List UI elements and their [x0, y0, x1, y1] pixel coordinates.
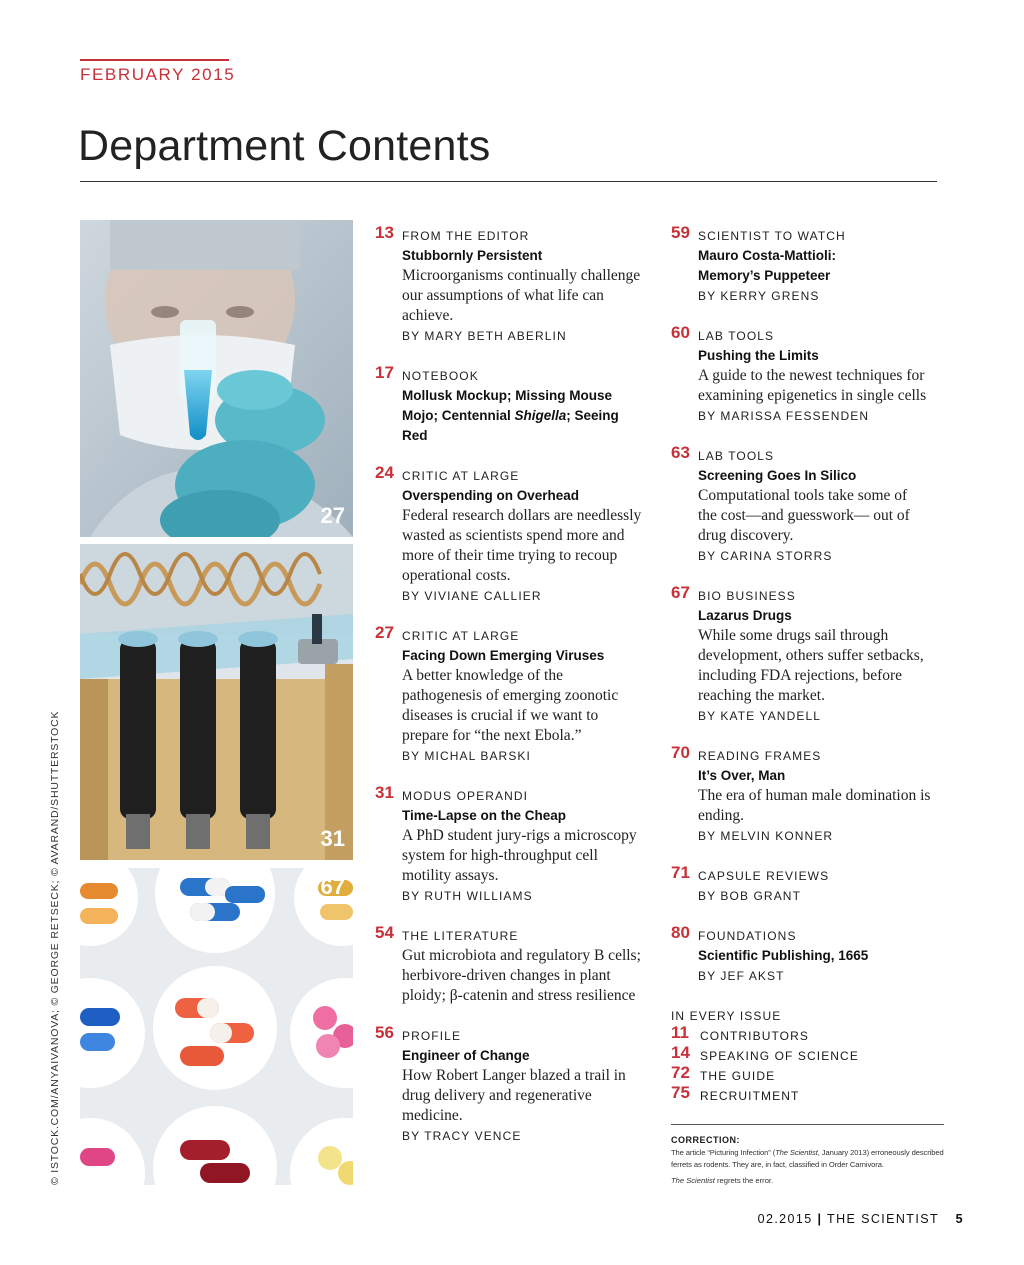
folio-separator: |: [817, 1212, 823, 1226]
toc-page-number: 75: [671, 1083, 690, 1102]
toc-entry[interactable]: [375, 923, 645, 1006]
toc-page-number: 71: [671, 863, 690, 882]
toc-department: CRITIC AT LARGE: [402, 629, 520, 643]
toc-page-number: 27: [375, 623, 394, 642]
toc-byline: BY MICHAL BARSKI: [402, 749, 531, 763]
toc-department: MODUS OPERANDI: [402, 789, 529, 803]
correction-label: CORRECTION:: [671, 1135, 740, 1145]
every-issue-label: RECRUITMENT: [700, 1089, 800, 1103]
correction-notice: [671, 1134, 946, 1187]
every-issue-item[interactable]: [671, 1043, 946, 1066]
toc-page-number: 11: [671, 1023, 689, 1042]
toc-blurb: While some drugs sail through development, others suffer setbacks, including FDA rejections, before reaching the market.: [698, 627, 924, 704]
toc-entry[interactable]: [375, 463, 645, 606]
toc-page-number: 70: [671, 743, 690, 762]
every-issue-label: THE GUIDE: [700, 1069, 776, 1083]
toc-department: CAPSULE REVIEWS: [698, 869, 830, 883]
toc-entry[interactable]: [671, 223, 946, 306]
toc-blurb: Gut microbiota and regulatory B cells; herbivore-driven changes in plant ploidy; β-catenin and stress resilience: [402, 947, 641, 1004]
toc-headline[interactable]: Mauro Costa-Mattioli: Memory’s Puppeteer: [698, 248, 836, 283]
toc-byline: BY RUTH WILLIAMS: [402, 889, 533, 903]
image-microscope-illustration[interactable]: [80, 544, 353, 860]
toc-byline: BY VIVIANE CALLIER: [402, 589, 542, 603]
toc-headline[interactable]: Scientific Publishing, 1665: [698, 948, 869, 963]
toc-entry[interactable]: [375, 363, 645, 446]
every-issue-label: CONTRIBUTORS: [700, 1029, 809, 1043]
folio-page-number: 5: [955, 1212, 964, 1226]
toc-entry[interactable]: [671, 583, 946, 726]
image-page-number: 27: [320, 503, 345, 528]
in-every-issue-heading: IN EVERY ISSUE: [671, 1009, 782, 1023]
photo-credit: © ISTOCK.COM/ANYAIVANOVA; © GEORGE RETSECK; © AVARAND/SHUTTERSTOCK: [49, 710, 61, 1185]
toc-page-number: 80: [671, 923, 690, 942]
toc-headline[interactable]: Engineer of Change: [402, 1048, 530, 1063]
toc-department: PROFILE: [402, 1029, 462, 1043]
toc-entry[interactable]: [671, 863, 946, 906]
contents-column-right: [671, 223, 946, 1106]
toc-blurb: Microorganisms continually challenge our assumptions of what life can achieve.: [402, 267, 641, 324]
toc-headline[interactable]: Lazarus Drugs: [698, 608, 792, 623]
toc-entry[interactable]: [375, 1023, 645, 1146]
toc-department: SCIENTIST TO WATCH: [698, 229, 846, 243]
toc-blurb: Computational tools take some of the cost—and guesswork— out of drug discovery.: [698, 487, 910, 544]
image-page-number: 31: [320, 826, 345, 851]
toc-headline[interactable]: Overspending on Overhead: [402, 488, 580, 503]
toc-entry[interactable]: [375, 623, 645, 766]
page-title: Department Contents: [78, 122, 491, 170]
toc-page-number: 31: [375, 783, 394, 802]
toc-entry[interactable]: [671, 443, 946, 566]
correction-text: The article “Picturing Infection” (The Scientist, January 2013) erroneously described ferrets as rodents. They are, in fact, classified in Order Carnivora.: [671, 1148, 944, 1169]
toc-page-number: 54: [375, 923, 394, 942]
toc-page-number: 67: [671, 583, 690, 602]
toc-byline: BY BOB GRANT: [698, 889, 802, 903]
toc-entry[interactable]: [671, 743, 946, 846]
toc-department: READING FRAMES: [698, 749, 822, 763]
toc-byline: BY MARISSA FESSENDEN: [698, 409, 870, 423]
toc-entry[interactable]: [375, 783, 645, 906]
every-issue-label: SPEAKING OF SCIENCE: [700, 1049, 859, 1063]
page-folio: [758, 1212, 964, 1226]
toc-department: NOTEBOOK: [402, 369, 479, 383]
correction-regret: The Scientist regrets the error.: [671, 1176, 774, 1185]
toc-page-number: 60: [671, 323, 690, 342]
toc-blurb: A guide to the newest techniques for examining epigenetics in single cells: [698, 367, 927, 404]
toc-blurb: How Robert Langer blazed a trail in drug delivery and regenerative medicine.: [402, 1067, 626, 1124]
image-pills[interactable]: [80, 868, 353, 1185]
toc-blurb: The era of human male domination is ending.: [698, 787, 931, 824]
toc-page-number: 13: [375, 223, 394, 242]
toc-headline[interactable]: It’s Over, Man: [698, 768, 786, 783]
image-researcher-vial[interactable]: [80, 220, 353, 537]
toc-entry[interactable]: [375, 223, 645, 346]
toc-blurb: A PhD student jury-rigs a microscopy system for high-throughput cell motility assays.: [402, 827, 637, 884]
folio-magazine: THE SCIENTIST: [827, 1212, 939, 1226]
every-issue-item[interactable]: [671, 1063, 946, 1086]
toc-department: BIO BUSINESS: [698, 589, 796, 603]
in-every-issue: [671, 1006, 946, 1106]
title-rule: [80, 181, 937, 182]
toc-byline: BY CARINA STORRS: [698, 549, 833, 563]
toc-headline[interactable]: Screening Goes In Silico: [698, 468, 857, 483]
toc-department: THE LITERATURE: [402, 929, 519, 943]
toc-headline[interactable]: Stubbornly Persistent: [402, 248, 543, 263]
image-page-number: 67: [320, 874, 345, 899]
toc-department: LAB TOOLS: [698, 449, 775, 463]
every-issue-item[interactable]: [671, 1083, 946, 1106]
every-issue-item[interactable]: [671, 1023, 946, 1046]
toc-byline: BY MELVIN KONNER: [698, 829, 834, 843]
toc-headline[interactable]: Time-Lapse on the Cheap: [402, 808, 567, 823]
toc-department: FROM THE EDITOR: [402, 229, 530, 243]
issue-date: FEBRUARY 2015: [80, 65, 236, 84]
toc-page-number: 63: [671, 443, 690, 462]
toc-entry[interactable]: [671, 923, 946, 986]
toc-byline: BY MARY BETH ABERLIN: [402, 329, 567, 343]
toc-page-number: 24: [375, 463, 394, 482]
toc-entry[interactable]: [671, 323, 946, 426]
toc-headline[interactable]: Pushing the Limits: [698, 348, 819, 363]
toc-page-number: 14: [671, 1043, 690, 1062]
contents-column-left: [375, 223, 645, 1166]
folio-issue: 02.2015: [757, 1212, 813, 1226]
toc-department: LAB TOOLS: [698, 329, 775, 343]
toc-byline: BY KERRY GRENS: [698, 289, 820, 303]
correction-rule: [671, 1124, 944, 1125]
toc-byline: BY JEF AKST: [698, 969, 785, 983]
issue-rule: [80, 59, 229, 61]
toc-page-number: 59: [671, 223, 690, 242]
toc-department: CRITIC AT LARGE: [402, 469, 520, 483]
toc-byline: BY KATE YANDELL: [698, 709, 821, 723]
toc-blurb: A better knowledge of the pathogenesis of emerging zoonotic diseases is crucial if we want to prepare for “the next Ebola.”: [402, 667, 619, 744]
toc-byline: BY TRACY VENCE: [402, 1129, 522, 1143]
toc-headline[interactable]: Mollusk Mockup; Missing Mouse Mojo; Centennial Shigella; Seeing Red: [402, 388, 619, 443]
toc-page-number: 17: [375, 363, 394, 382]
toc-department: FOUNDATIONS: [698, 929, 797, 943]
toc-page-number: 56: [375, 1023, 394, 1042]
toc-page-number: 72: [671, 1063, 690, 1082]
toc-headline[interactable]: Facing Down Emerging Viruses: [402, 648, 605, 663]
toc-blurb: Federal research dollars are needlessly wasted as scientists spend more and more of their time trying to recoup operational costs.: [402, 507, 642, 584]
